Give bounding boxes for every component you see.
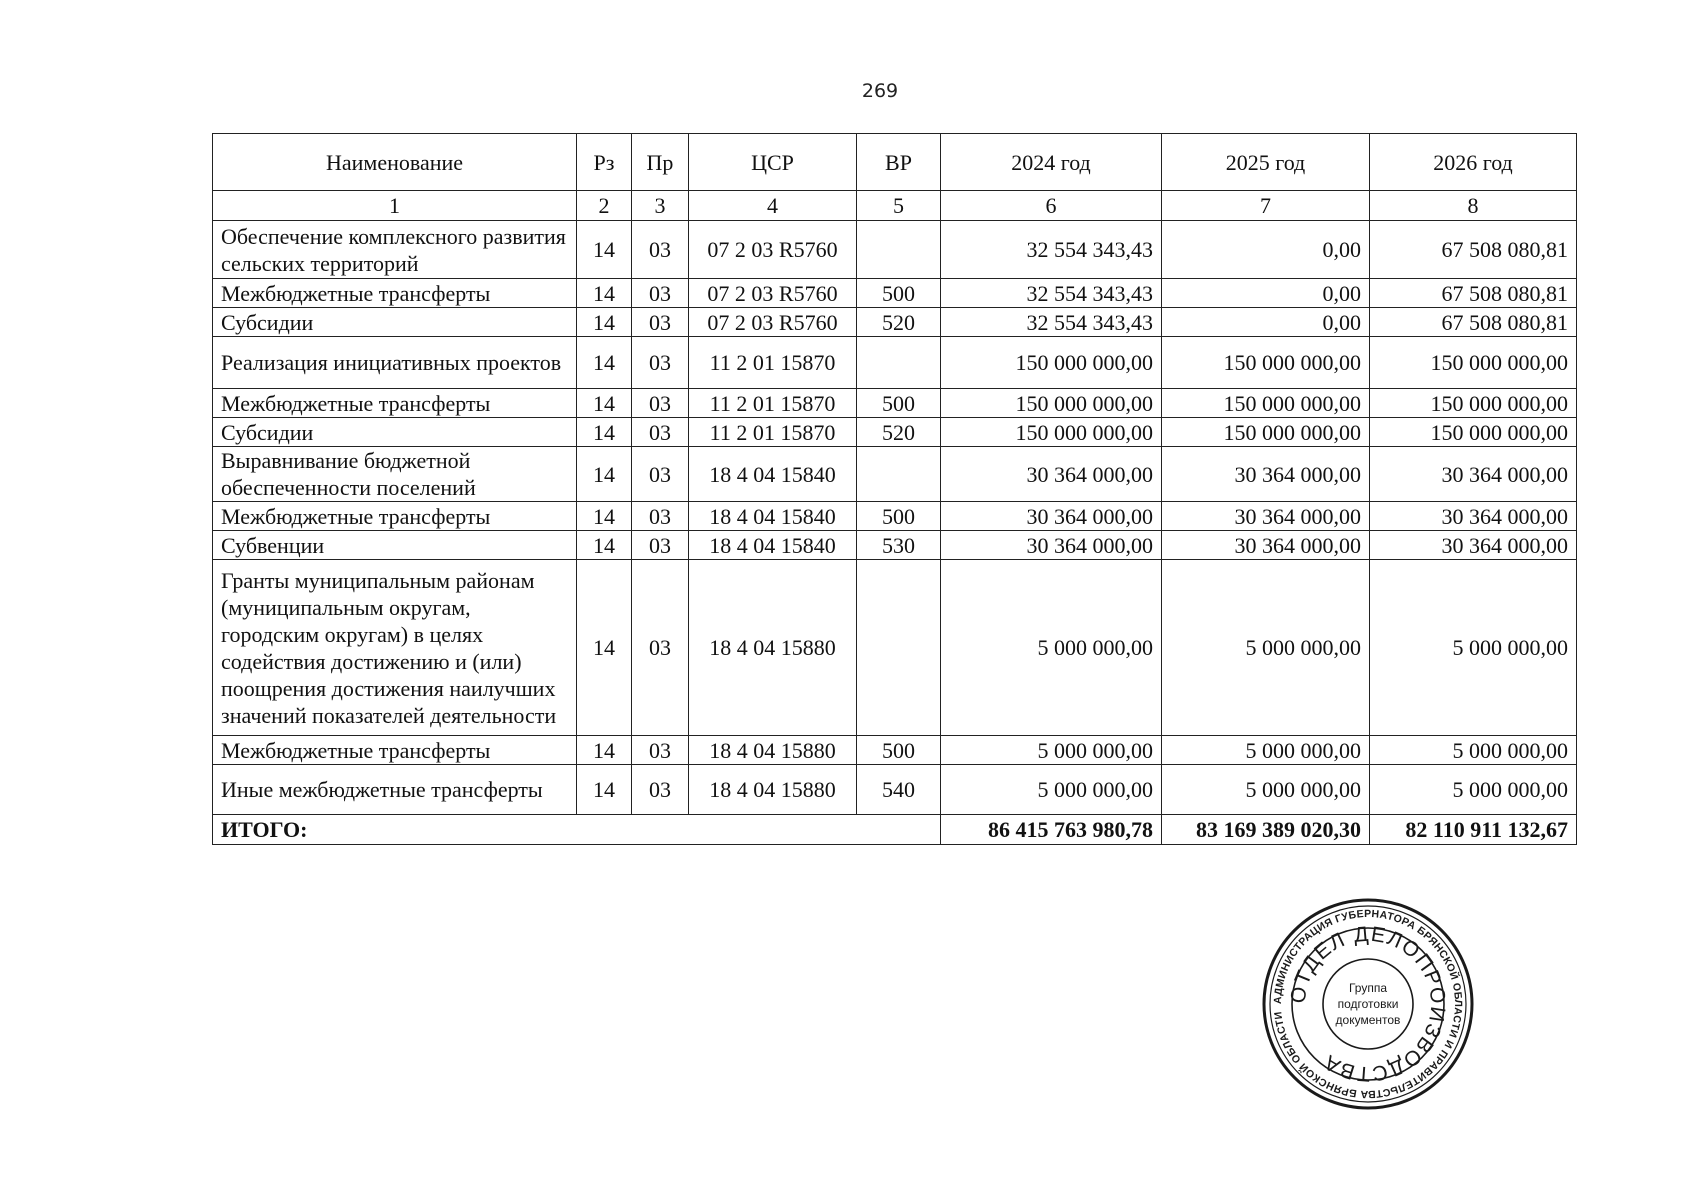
cell-2026: 67 508 080,81: [1370, 279, 1577, 308]
cell-pr: 03: [632, 337, 689, 389]
header-2025: 2025 год: [1162, 134, 1370, 191]
cell-vr: 500: [857, 389, 941, 418]
cell-2026: 30 364 000,00: [1370, 531, 1577, 560]
cell-2024: 30 364 000,00: [941, 447, 1162, 502]
table-row: [213, 736, 1577, 765]
table-row: [213, 279, 1577, 308]
cell-2024: 32 554 343,43: [941, 221, 1162, 279]
cell-2025: 30 364 000,00: [1162, 531, 1370, 560]
table-row: [213, 531, 1577, 560]
table-row: [213, 389, 1577, 418]
cell-2025: 5 000 000,00: [1162, 736, 1370, 765]
total-2026: 82 110 911 132,67: [1370, 815, 1577, 845]
cell-2025: 0,00: [1162, 279, 1370, 308]
header-vr: ВР: [857, 134, 941, 191]
cell-2025: 150 000 000,00: [1162, 337, 1370, 389]
cell-vr: [857, 447, 941, 502]
cell-name: Гранты муниципальным районам (муниципальным округам, городским округам) в целях содействия достижению и (или) поощрения достижения наилучших значений показателей деятельности: [213, 560, 577, 736]
cell-2026: 5 000 000,00: [1370, 736, 1577, 765]
cell-pr: 03: [632, 531, 689, 560]
table-row: [213, 447, 1577, 502]
budget-table: [212, 133, 1577, 845]
cell-vr: 530: [857, 531, 941, 560]
cell-name: Субвенции: [213, 531, 577, 560]
cell-rz: 14: [577, 765, 632, 815]
cell-pr: 03: [632, 447, 689, 502]
cell-2024: 32 554 343,43: [941, 308, 1162, 337]
stamp-center-line: Группа: [1348, 981, 1388, 995]
cell-vr: 500: [857, 736, 941, 765]
cell-name: Межбюджетные трансферты: [213, 279, 577, 308]
cell-2025: 5 000 000,00: [1162, 560, 1370, 736]
cell-csr: 11 2 01 15870: [689, 389, 857, 418]
cell-2024: 30 364 000,00: [941, 531, 1162, 560]
table-row: [213, 418, 1577, 447]
cell-csr: 18 4 04 15880: [689, 736, 857, 765]
cell-name: Обеспечение комплексного развития сельских территорий: [213, 221, 577, 279]
cell-rz: 14: [577, 736, 632, 765]
page-number: 269: [861, 80, 899, 102]
cell-2025: 30 364 000,00: [1162, 447, 1370, 502]
cell-2024: 150 000 000,00: [941, 418, 1162, 447]
column-number: 7: [1162, 191, 1370, 221]
cell-vr: 520: [857, 418, 941, 447]
table-row: [213, 221, 1577, 279]
total-2024: 86 415 763 980,78: [941, 815, 1162, 845]
cell-pr: 03: [632, 418, 689, 447]
cell-vr: 500: [857, 279, 941, 308]
cell-pr: 03: [632, 389, 689, 418]
cell-name: Межбюджетные трансферты: [213, 502, 577, 531]
cell-2025: 5 000 000,00: [1162, 765, 1370, 815]
cell-2026: 150 000 000,00: [1370, 418, 1577, 447]
cell-2026: 30 364 000,00: [1370, 447, 1577, 502]
column-number: 8: [1370, 191, 1577, 221]
cell-2024: 150 000 000,00: [941, 337, 1162, 389]
table-row: [213, 502, 1577, 531]
column-number: 5: [857, 191, 941, 221]
cell-2024: 5 000 000,00: [941, 765, 1162, 815]
cell-2024: 32 554 343,43: [941, 279, 1162, 308]
cell-csr: 11 2 01 15870: [689, 418, 857, 447]
official-stamp: [1258, 897, 1478, 1111]
cell-vr: [857, 221, 941, 279]
table-row: [213, 337, 1577, 389]
cell-pr: 03: [632, 765, 689, 815]
table-row: [213, 560, 1577, 736]
total-label: ИТОГО:: [213, 815, 941, 845]
cell-pr: 03: [632, 502, 689, 531]
header-2024: 2024 год: [941, 134, 1162, 191]
cell-csr: 18 4 04 15880: [689, 560, 857, 736]
cell-pr: 03: [632, 736, 689, 765]
cell-vr: 540: [857, 765, 941, 815]
cell-rz: 14: [577, 279, 632, 308]
stamp-center-line: документов: [1335, 1013, 1401, 1027]
column-number-row: [213, 191, 1577, 221]
column-number: 4: [689, 191, 857, 221]
header-pr: Пр: [632, 134, 689, 191]
cell-name: Выравнивание бюджетной обеспеченности поселений: [213, 447, 577, 502]
cell-vr: 500: [857, 502, 941, 531]
cell-rz: 14: [577, 447, 632, 502]
cell-2026: 67 508 080,81: [1370, 308, 1577, 337]
header-name: Наименование: [213, 134, 577, 191]
cell-name: Иные межбюджетные трансферты: [213, 765, 577, 815]
cell-2025: 0,00: [1162, 221, 1370, 279]
cell-2026: 150 000 000,00: [1370, 389, 1577, 418]
header-row: [213, 134, 1577, 191]
total-2025: 83 169 389 020,30: [1162, 815, 1370, 845]
cell-rz: 14: [577, 308, 632, 337]
cell-2026: 150 000 000,00: [1370, 337, 1577, 389]
column-number: 2: [577, 191, 632, 221]
cell-name: Субсидии: [213, 308, 577, 337]
cell-2024: 30 364 000,00: [941, 502, 1162, 531]
cell-pr: 03: [632, 279, 689, 308]
cell-csr: 07 2 03 R5760: [689, 221, 857, 279]
cell-2025: 30 364 000,00: [1162, 502, 1370, 531]
cell-2024: 5 000 000,00: [941, 560, 1162, 736]
cell-rz: 14: [577, 221, 632, 279]
cell-2025: 150 000 000,00: [1162, 389, 1370, 418]
cell-2026: 30 364 000,00: [1370, 502, 1577, 531]
cell-rz: 14: [577, 418, 632, 447]
cell-csr: 18 4 04 15880: [689, 765, 857, 815]
cell-pr: 03: [632, 560, 689, 736]
cell-pr: 03: [632, 221, 689, 279]
cell-rz: 14: [577, 502, 632, 531]
cell-rz: 14: [577, 531, 632, 560]
cell-rz: 14: [577, 389, 632, 418]
cell-name: Субсидии: [213, 418, 577, 447]
cell-2026: 5 000 000,00: [1370, 560, 1577, 736]
stamp-outer-text: АДМИНИСТРАЦИЯ ГУБЕРНАТОРА БРЯНСКОЙ ОБЛАСТИ И ПРАВИТЕЛЬСТВА БРЯНСКОЙ ОБЛАСТИ: [1271, 907, 1465, 1101]
cell-vr: [857, 560, 941, 736]
cell-2025: 150 000 000,00: [1162, 418, 1370, 447]
cell-csr: 07 2 03 R5760: [689, 308, 857, 337]
cell-name: Реализация инициативных проектов: [213, 337, 577, 389]
stamp-center-line: подготовки: [1337, 997, 1399, 1011]
cell-2026: 67 508 080,81: [1370, 221, 1577, 279]
cell-2026: 5 000 000,00: [1370, 765, 1577, 815]
table-row: [213, 308, 1577, 337]
column-number: 6: [941, 191, 1162, 221]
cell-2024: 150 000 000,00: [941, 389, 1162, 418]
total-row: [213, 815, 1577, 845]
cell-csr: 07 2 03 R5760: [689, 279, 857, 308]
cell-2024: 5 000 000,00: [941, 736, 1162, 765]
header-rz: Рз: [577, 134, 632, 191]
cell-2025: 0,00: [1162, 308, 1370, 337]
table-row: [213, 765, 1577, 815]
header-2026: 2026 год: [1370, 134, 1577, 191]
cell-name: Межбюджетные трансферты: [213, 736, 577, 765]
cell-vr: [857, 337, 941, 389]
cell-pr: 03: [632, 308, 689, 337]
cell-csr: 11 2 01 15870: [689, 337, 857, 389]
header-csr: ЦСР: [689, 134, 857, 191]
column-number: 1: [213, 191, 577, 221]
cell-csr: 18 4 04 15840: [689, 531, 857, 560]
stamp-middle-text: ОТДЕЛ ДЕЛОПРОИЗВОДСТВА: [1286, 922, 1450, 1086]
cell-csr: 18 4 04 15840: [689, 447, 857, 502]
cell-name: Межбюджетные трансферты: [213, 389, 577, 418]
cell-rz: 14: [577, 560, 632, 736]
cell-rz: 14: [577, 337, 632, 389]
column-number: 3: [632, 191, 689, 221]
cell-vr: 520: [857, 308, 941, 337]
cell-csr: 18 4 04 15840: [689, 502, 857, 531]
